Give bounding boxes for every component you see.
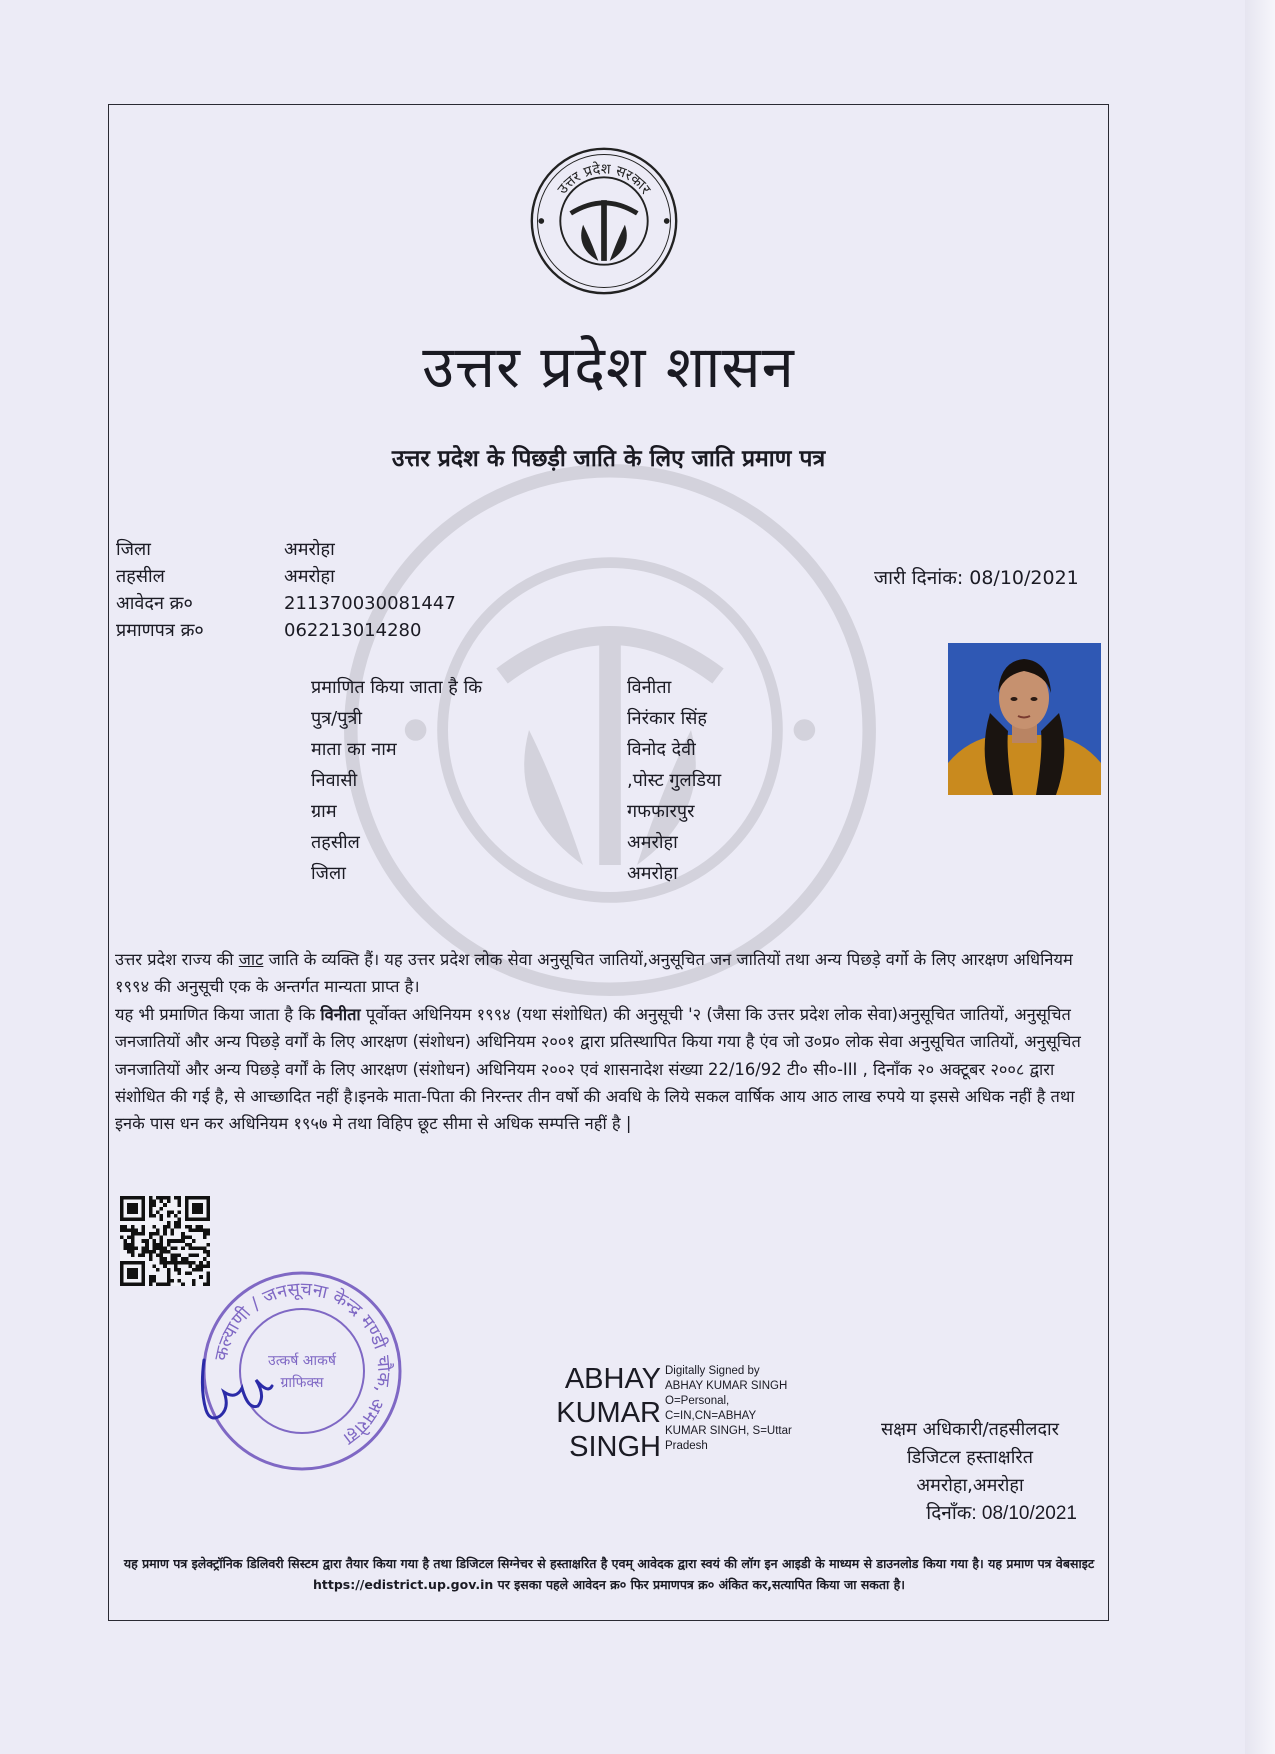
village: गफफारपुर [627,801,695,822]
qr-module [131,1228,135,1232]
qr-module [206,1254,210,1258]
qr-module [203,1257,207,1261]
parent-name: निरंकार सिंह [627,708,707,729]
qr-module [163,1250,167,1254]
qr-module [152,1203,156,1207]
qr-module [181,1236,185,1240]
issue-date: जारी दिनांक: 08/10/2021 [874,567,1079,589]
stamp-inner-text-1: उत्कर्ष आकर्ष [268,1353,336,1369]
qr-module [196,1228,200,1232]
mother-name: विनोद देवी [627,739,696,760]
qr-module [163,1282,167,1286]
qr-module [142,1250,146,1254]
qr-module [131,1254,135,1258]
qr-module [181,1232,185,1236]
qr-module [149,1210,153,1214]
up-government-emblem [528,145,680,297]
qr-module [170,1210,174,1214]
qr-module [156,1246,160,1250]
certificate-main-title: उत्तर प्रदेश शासन [422,333,795,401]
qr-module [124,1246,128,1250]
qr-module [167,1268,171,1272]
qr-module [174,1221,178,1225]
qr-module [160,1196,164,1200]
qr-module [188,1272,192,1276]
qr-module [174,1264,178,1268]
qr-module [160,1250,164,1254]
qr-module [174,1225,178,1229]
qr-module [199,1246,203,1250]
qr-module [170,1239,174,1243]
qr-module [167,1275,171,1279]
qr-module [167,1282,171,1286]
qr-module [131,1236,135,1240]
qr-module [149,1196,153,1200]
qr-module [188,1264,192,1268]
qr-module [170,1261,174,1265]
handwritten-signature [196,1350,276,1430]
district-value: अमरोहा [284,539,335,560]
qr-module [142,1246,146,1250]
qr-module [185,1261,189,1265]
qr-module [160,1200,164,1204]
qr-module [120,1228,124,1232]
qr-module [145,1243,149,1247]
qr-module [174,1257,178,1261]
qr-module [160,1218,164,1222]
detail-label: तहसील [311,832,360,853]
qr-module [163,1225,167,1229]
qr-module [178,1203,182,1207]
qr-module [160,1246,164,1250]
qr-module [163,1228,167,1232]
qr-module [142,1225,146,1229]
qr-module [156,1282,160,1286]
qr-module [163,1196,167,1200]
qr-module [174,1254,178,1258]
qr-module [149,1275,153,1279]
qr-module [152,1250,156,1254]
qr-module [127,1250,131,1254]
application-number-label: आवेदन क्र० [116,593,193,614]
qr-module [149,1236,153,1240]
qr-module [170,1228,174,1232]
qr-module [149,1207,153,1211]
qr-module [192,1228,196,1232]
qr-module [185,1257,189,1261]
svg-text:उत्तर प्रदेश सरकार [555,161,654,199]
qr-module [149,1257,153,1261]
qr-module [160,1282,164,1286]
qr-module [188,1243,192,1247]
application-number-value: 211370030081447 [284,593,456,614]
qr-module [134,1228,138,1232]
qr-module [192,1261,196,1265]
officer-title: सक्षम अधिकारी/तहसीलदार [880,1419,1060,1440]
detail-label: ग्राम [311,801,337,822]
qr-module [192,1254,196,1258]
qr-module [149,1250,153,1254]
qr-module [145,1239,149,1243]
qr-module [167,1261,171,1265]
qr-module [156,1268,160,1272]
qr-module [127,1228,131,1232]
qr-module [152,1239,156,1243]
qr-module [206,1228,210,1232]
qr-module [160,1236,164,1240]
qr-module [145,1246,149,1250]
qr-module [149,1279,153,1283]
qr-module [152,1232,156,1236]
qr-module [199,1225,203,1229]
qr-module [196,1254,200,1258]
qr-module [181,1282,185,1286]
district-label: जिला [116,539,151,560]
qr-module [134,1246,138,1250]
qr-module [206,1232,210,1236]
qr-module [167,1279,171,1283]
detail-label: माता का नाम [311,739,397,760]
qr-module [174,1268,178,1272]
qr-module [149,1203,153,1207]
qr-module [167,1225,171,1229]
qr-module [181,1239,185,1243]
qr-module [156,1254,160,1258]
qr-module [167,1243,171,1247]
qr-module [170,1279,174,1283]
applicant-district: अमरोहा [627,863,678,884]
qr-module [167,1210,171,1214]
digital-signature-details: Digitally Signed by ABHAY KUMAR SINGH O=Personal, C=IN,CN=ABHAY KUMAR SINGH, S=Uttar Pradesh [665,1365,792,1452]
qr-module [131,1250,135,1254]
residence: ,पोस्ट गुलडिया [627,770,722,791]
qr-module [203,1246,207,1250]
verification-footer-note: यह प्रमाण पत्र इलेक्ट्रॉनिक डिलिवरी सिस्टम द्वारा तैयार किया गया है तथा डिजिटल सिग्नेचर से हस्ताक्षरित है एवम् आवेदक द्वारा स्वयं की लॉग इन आइडी के माध्यम से डाउनलोड किया गया है। यह प्रमाण पत्र वेबसाइट https://edistrict.up.gov.in पर इसका पहले आवेदन क्र० फिर प्रमाणपत्र क्र० अंकित कर,सत्यापित किया जा सकता है। [123,1556,1095,1592]
detail-label: प्रमाणित किया जाता है कि [311,677,483,698]
qr-module [160,1239,164,1243]
qr-module [142,1254,146,1258]
qr-module [160,1243,164,1247]
qr-module [170,1246,174,1250]
qr-module [160,1214,164,1218]
qr-module [160,1257,164,1261]
stamp-inner-text-2: ग्राफिक्स [280,1375,324,1391]
qr-module [174,1239,178,1243]
qr-module [170,1254,174,1258]
qr-module [170,1257,174,1261]
qr-module [178,1221,182,1225]
qr-module [178,1272,182,1276]
stamp-outer-text: कल्याणी / जनसूचना केन्द्र मण्डी चौक, अमरोहा [210,1278,395,1449]
qr-module [124,1225,128,1229]
body-paragraph-2: यह भी प्रमाणित किया जाता है कि विनीता पूर्वोक्त अधिनियम १९९४ (यथा संशोधित) की अनुसूची '२ (जैसा कि उत्तर प्रदेश लोक सेवा)अनुसूचित जातियों, अनुसूचित जनजातियों और अन्य पिछड़े वर्गों के लिए आरक्षण (संशोधन) अधिनियम २००१ द्वारा प्रतिस्थापित किया गया है एंव जो उ०प्र० लोक सेवा अनुसूचित जातियों, अनुसूचित जनजातियों और अन्य पिछड़े वर्गों के लिए आरक्षण (संशोधन) अधिनियम २००२ एवं शासनादेश संख्या 22/16/92 टी० सी०-III , दिनाँक २० अक्टूबर २००८ द्वारा संशोधित की गई है, से आच्छादित नहीं है।इनके माता-पिता की निरन्तर तीन वर्षो की अवधि के लिये सकल वार्षिक आय आठ लाख रुपये या इससे अधिक नहीं है तथा इनके पास धन कर अधिनियम १९५७ मे तथा विहिप छूट सीमा से अधिक सम्पत्ति नहीं है | [115,1004,1081,1134]
qr-module [174,1246,178,1250]
qr-module [178,1261,182,1265]
certificate-body [115,946,1101,1138]
qr-module [178,1218,182,1222]
qr-module [149,1282,153,1286]
qr-module [174,1214,178,1218]
qr-module [138,1232,142,1236]
qr-module [163,1232,167,1236]
qr-module [163,1264,167,1268]
qr-module [192,1246,196,1250]
qr-module [152,1246,156,1250]
certificate-number-value: 062213014280 [284,620,422,641]
qr-module [188,1246,192,1250]
paper-edge [1245,0,1275,1754]
body-applicant-name: विनीता [320,1004,361,1024]
qr-module [142,1239,146,1243]
certificate-subtitle: उत्तर प्रदेश के पिछड़ी जाति के लिए जाति प्रमाण पत्र [391,446,826,472]
qr-module [174,1261,178,1265]
qr-module [163,1257,167,1261]
qr-module [160,1207,164,1211]
officer-digitally-signed: डिजिटल हस्ताक्षरित [907,1447,1033,1468]
qr-module [152,1279,156,1283]
qr-module [149,1214,153,1218]
qr-module [185,1272,189,1276]
qr-module [167,1272,171,1276]
certificate-number-label: प्रमाणपत्र क्र० [116,620,204,641]
qr-module [178,1196,182,1200]
qr-module [167,1214,171,1218]
qr-module [178,1225,182,1229]
qr-module [199,1261,203,1265]
qr-module [138,1254,142,1258]
officer-date: दिनाँक: 08/10/2021 [926,1503,1077,1524]
qr-module [124,1228,128,1232]
meta-values [284,536,456,644]
qr-module [152,1214,156,1218]
qr-module [178,1254,182,1258]
detail-label: जिला [311,863,346,884]
qr-module [152,1200,156,1204]
qr-module [167,1250,171,1254]
qr-module [120,1236,124,1240]
qr-module [152,1243,156,1247]
qr-module [156,1243,160,1247]
meta-labels [116,536,204,644]
qr-module [203,1236,207,1240]
qr-module [196,1246,200,1250]
qr-module [142,1228,146,1232]
qr-module [178,1279,182,1283]
qr-module [203,1250,207,1254]
detail-label: निवासी [311,770,358,791]
emblem-text: उत्तर प्रदेश सरकार [554,161,654,198]
qr-module [181,1246,185,1250]
applicant-detail-values [627,672,721,889]
qr-module [149,1254,153,1258]
qr-module [188,1261,192,1265]
qr-module [206,1261,210,1265]
qr-module [181,1261,185,1265]
qr-module [127,1243,131,1247]
applicant-tehsil: अमरोहा [627,832,678,853]
applicant-photo [948,643,1101,795]
qr-module [188,1225,192,1229]
qr-module [178,1268,182,1272]
qr-module [152,1264,156,1268]
qr-module [192,1239,196,1243]
tehsil-label: तहसील [116,566,165,587]
qr-module [185,1225,189,1229]
qr-module [188,1236,192,1240]
qr-module [131,1225,135,1229]
qr-module [167,1200,171,1204]
qr-module [160,1261,164,1265]
issuing-officer-block [845,1416,1095,1528]
tehsil-value: अमरोहा [284,566,335,587]
qr-module [203,1232,207,1236]
qr-module [142,1232,146,1236]
qr-module [188,1228,192,1232]
qr-module [185,1243,189,1247]
qr-module [163,1261,167,1265]
qr-module [203,1228,207,1232]
qr-module [181,1257,185,1261]
qr-module [206,1243,210,1247]
applicant-name: विनीता [627,677,672,698]
qr-module [156,1210,160,1214]
qr-module [167,1239,171,1243]
qr-module [174,1196,178,1200]
qr-module [167,1221,171,1225]
officer-location: अमरोहा,अमरोहा [916,1475,1024,1496]
qr-module [131,1246,135,1250]
qr-module [152,1275,156,1279]
qr-module [131,1243,135,1247]
qr-module [178,1239,182,1243]
qr-module [134,1232,138,1236]
qr-module [199,1228,203,1232]
qr-module [206,1250,210,1254]
qr-module [127,1246,131,1250]
qr-module [127,1236,131,1240]
qr-module [156,1196,160,1200]
qr-module [188,1254,192,1258]
qr-module [178,1210,182,1214]
qr-module [149,1200,153,1204]
applicant-detail-labels [311,672,482,889]
qr-module [185,1236,189,1240]
qr-module [156,1228,160,1232]
qr-module [149,1232,153,1236]
qr-module [120,1225,124,1229]
qr-module [131,1232,135,1236]
qr-module [131,1239,135,1243]
qr-module [124,1243,128,1247]
qr-module [163,1246,167,1250]
qr-module [196,1225,200,1229]
caste-name: जाट [238,950,264,969]
qr-module [170,1232,174,1236]
qr-module [152,1225,156,1229]
body-paragraph-1: उत्तर प्रदेश राज्य की जाट जाति के व्यक्ति हैं। यह उत्तर प्रदेश लोक सेवा अनुसूचित जातियों,अनुसूचित जन जातियों तथा अन्य पिछड़े वर्गो के लिए आरक्षण अधिनियम १९९४ की अनुसूची एक के अन्तर्गत मान्यता प्राप्त है। [115,950,1073,997]
qr-module [156,1232,160,1236]
qr-module [163,1203,167,1207]
qr-module [178,1200,182,1204]
digital-signature-name: ABHAY KUMAR SINGH [556,1363,661,1463]
qr-module [124,1239,128,1243]
qr-module [160,1254,164,1258]
applicant-portrait [948,643,1101,795]
detail-label: पुत्र/पुत्री [311,708,363,729]
qr-module [145,1250,149,1254]
qr-module [167,1196,171,1200]
